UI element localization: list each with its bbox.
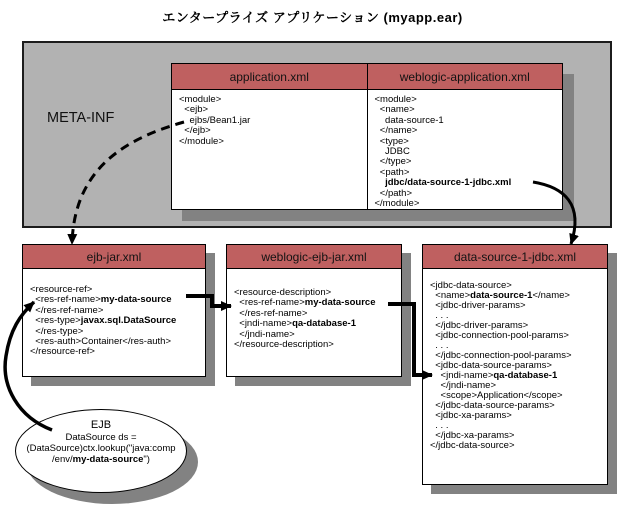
data-source-1-jdbc-xml-code: <jdbc-data-source> <name>data-source-1</name> <jdbc-driver-params> . . . </jdbc-driver-params> <jdbc-connection-pool-params> . . . </jdbc-connection-pool-params> <jdbc-data-source-params> <jndi-name>qa-database-1 </jndi-name> <scope>Application</scope> </jdbc-data-source-params> <jdbc-xa-params> . . . </jdbc-xa-params> </jdbc-data-source> bbox=[430, 280, 572, 451]
weblogic-application-xml-code: <module> <name> data-source-1 </name> <type> JDBC </type> <path> jdbc/data-source-1-jdbc.xml </path> </module> bbox=[374, 94, 512, 210]
weblogic-ejb-jar-xml-title: weblogic-ejb-jar.xml bbox=[227, 245, 401, 269]
weblogic-ejb-jar-xml-code: <resource-description> <res-ref-name>my-data-source </res-ref-name> <jndi-name>qa-database-1 </jndi-name> </resource-description> bbox=[234, 287, 376, 351]
data-source-1-jdbc-xml-box bbox=[422, 244, 608, 485]
weblogic-application-xml-title: weblogic-application.xml bbox=[368, 64, 563, 90]
meta-inf-descriptor-panels bbox=[171, 63, 563, 210]
application-xml-code: <module> <ejb> ejbs/Bean1.jar </ejb> </module> bbox=[179, 94, 251, 147]
ejb-lookup-code: DataSource ds = (DataSource)ctx.lookup("java:comp /env/my-data-source") bbox=[26, 432, 176, 465]
application-xml-panel bbox=[172, 64, 367, 209]
ejb-jar-xml-title: ejb-jar.xml bbox=[23, 245, 205, 269]
application-xml-title: application.xml bbox=[172, 64, 367, 90]
weblogic-ejb-jar-xml-box bbox=[226, 244, 402, 377]
meta-inf-label: META-INF bbox=[47, 110, 115, 126]
data-source-1-jdbc-xml-title: data-source-1-jdbc.xml bbox=[423, 245, 607, 269]
ejb-jar-xml-box bbox=[22, 244, 206, 377]
page-title: エンタープライズ アプリケーション (myapp.ear) bbox=[162, 10, 463, 25]
ejb-ellipse bbox=[15, 409, 187, 493]
ejb-label: EJB bbox=[90, 419, 112, 431]
ejb-jar-xml-code: <resource-ref> <res-ref-name>my-data-source </res-ref-name> <res-type>javax.sql.DataSource </res-type> <res-auth>Container</res-auth> </resource-ref> bbox=[30, 284, 177, 358]
weblogic-application-xml-panel bbox=[367, 64, 563, 209]
